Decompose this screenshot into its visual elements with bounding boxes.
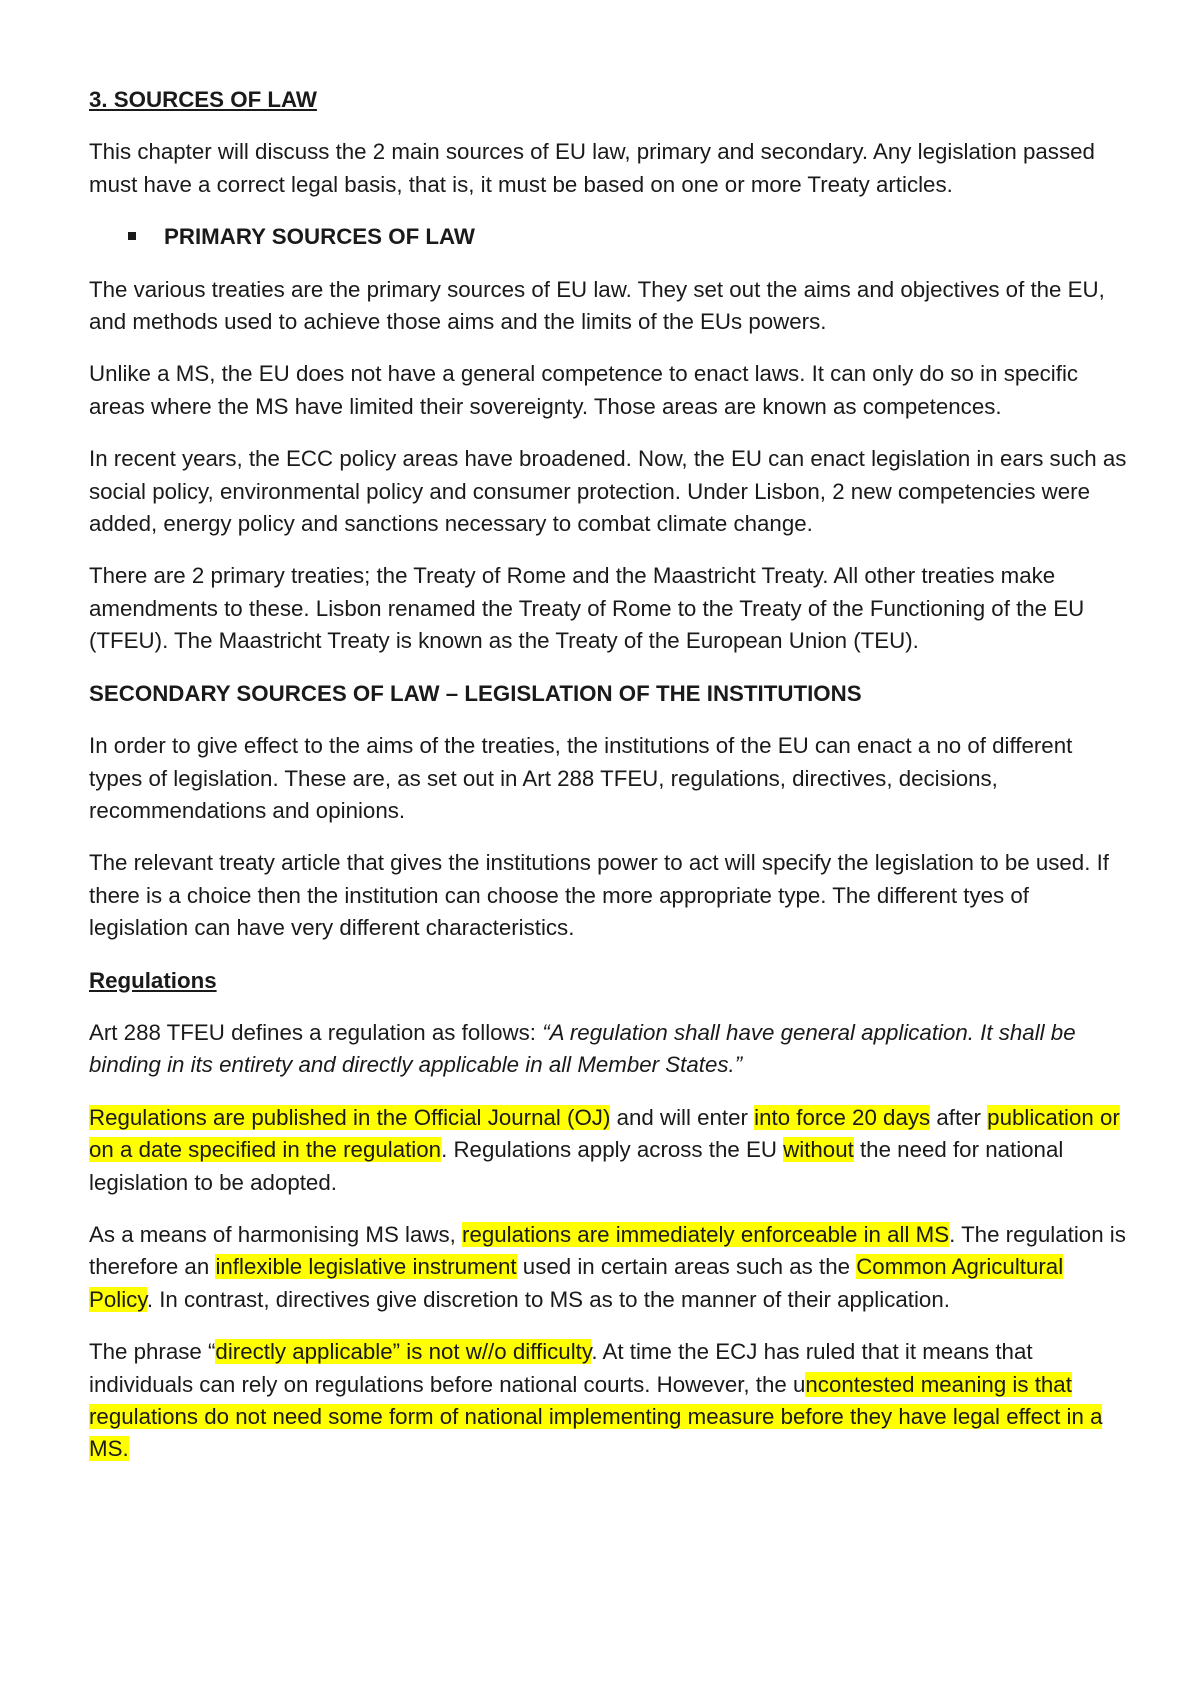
text-run: the need for national legislation to be adopted. xyxy=(89,1137,1064,1195)
document-body xyxy=(89,84,1129,1486)
text-run: As a means of harmonising MS laws, xyxy=(89,1221,463,1247)
paragraph-treaties: The various treaties are the primary sources of EU law. They set out the aims and objectives of the EU, and methods used to achieve those aims and the limits of the EUs powers. xyxy=(89,276,1105,335)
highlight: into force 20 days xyxy=(754,1104,931,1130)
art-288-quote: “A regulation shall have general application. It shall be binding in its entirety and directly applicable in all Member States.” xyxy=(89,1019,1076,1078)
paragraph-treaty-article: The relevant treaty article that gives the institutions power to act will specify the legislation to be used. If there is a choice then the institution can choose the more appropriate type. The different tyes of legislation can have very different characteristics. xyxy=(89,850,1109,941)
highlight: without xyxy=(783,1137,854,1163)
text-run: used in certain areas such as the xyxy=(516,1254,857,1280)
text-run: The phrase “ xyxy=(89,1339,216,1365)
intro-paragraph: This chapter will discuss the 2 main sources of EU law, primary and secondary. Any legislation passed must have a correct legal basis, that is, it must be based on one or more Treaty articles. xyxy=(89,139,1095,197)
highlight: Regulations are published in the Official Journal (OJ) xyxy=(89,1104,611,1130)
highlight: Common Agricultural Policy xyxy=(89,1254,1064,1312)
text-run: . Regulations apply across the EU xyxy=(441,1137,784,1163)
text-run: . In contrast, directives give discretion to MS as to the manner of their application. xyxy=(146,1286,950,1312)
highlight: regulations are immediately enforceable in all MS xyxy=(462,1221,950,1247)
primary-sources-heading: PRIMARY SOURCES OF LAW xyxy=(164,224,475,250)
regulations-heading: Regulations xyxy=(89,967,217,993)
square-bullet-icon xyxy=(128,232,136,240)
text-run: after xyxy=(930,1104,988,1130)
paragraph-directly-applicable xyxy=(89,1336,1129,1466)
paragraph-legislation-types: In order to give effect to the aims of the treaties, the institutions of the EU can enact a no of different types of legislation. These are, as set out in Art 288 TFEU, regulations, directives, decisions, recommendations and opinions. xyxy=(89,733,1073,823)
highlight: directly applicable” is not w//o difficulty xyxy=(215,1339,592,1365)
paragraph-competence: Unlike a MS, the EU does not have a general competence to enact laws. It can only do so in specific areas where the MS have limited their sovereignty. Those areas are known as competences. xyxy=(89,361,1079,419)
paragraph-primary-treaties: There are 2 primary treaties; the Treaty of Rome and the Maastricht Treaty. All other treaties make amendments to these. Lisbon renamed the Treaty of Rome to the Treaty of the Functioning of the EU (TFEU). The Maastricht Treaty is known as the Treaty of the European Union (TEU). xyxy=(89,563,1085,654)
page-title: 3. SOURCES OF LAW xyxy=(89,87,317,112)
primary-heading-row xyxy=(89,221,1129,253)
text-run: and will enter xyxy=(610,1104,755,1130)
highlight: publication or on a date specified in the regulation xyxy=(89,1104,1120,1163)
paragraph-harmonising xyxy=(89,1219,1129,1316)
highlight: ncontested meaning is that regulations do not need some form of national implementing measure before they have legal effect in a MS. xyxy=(89,1371,1103,1462)
highlight: inflexible legislative instrument xyxy=(215,1254,517,1280)
paragraph-official-journal xyxy=(89,1102,1129,1199)
paragraph-policy-areas: In recent years, the ECC policy areas have broadened. Now, the EU can enact legislation in ears such as social policy, environmental policy and consumer protection. Under Lisbon, 2 new competencies were added, energy policy and sanctions necessary to combat climate change. xyxy=(89,446,1127,537)
secondary-sources-heading: SECONDARY SOURCES OF LAW – LEGISLATION OF THE INSTITUTIONS xyxy=(89,680,862,706)
text-run: . At time the ECJ has ruled that it means that individuals can rely on regulations before national courts. However, the u xyxy=(89,1339,1033,1397)
text-run: . The regulation is therefore an xyxy=(89,1221,1126,1280)
art-288-lead: Art 288 TFEU defines a regulation as follows: xyxy=(89,1019,543,1045)
paragraph-art-288 xyxy=(89,1017,1129,1082)
